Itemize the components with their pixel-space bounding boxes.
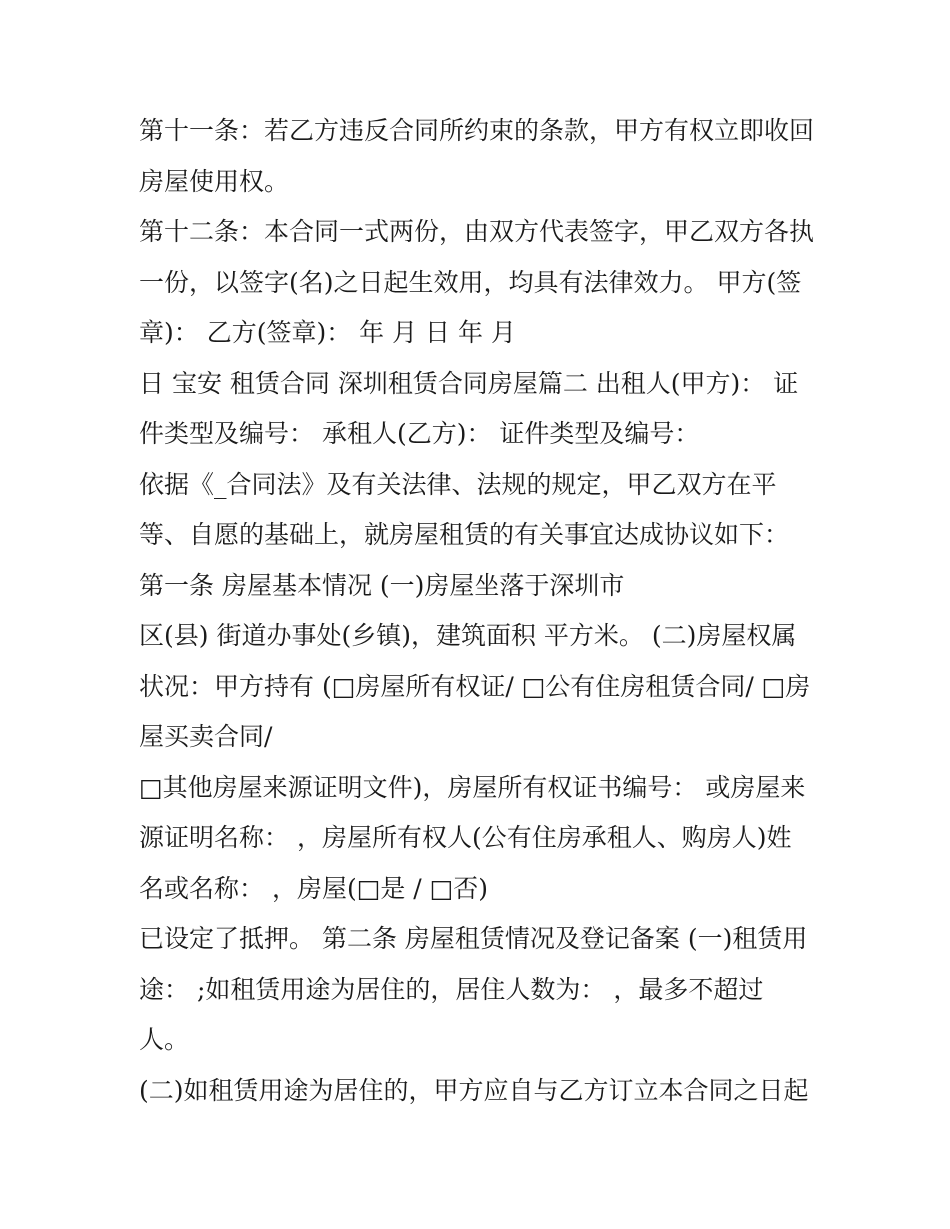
text-line: 第十一条：若乙方违反合同所约束的条款，甲方有权立即收回 [139, 116, 815, 145]
text-line: 一份，以签字(名)之日起生效用，均具有法律效力。 甲方(签 [139, 267, 802, 297]
text-line: 房屋使用权。 [139, 166, 290, 196]
text-line: 等、自愿的基础上，就房屋租赁的有关事宜达成协议如下： [139, 520, 790, 549]
text-line: 已设定了抵押。 第二条 房屋租赁情况及登记备案 (一)租赁用 [139, 924, 808, 953]
text-line: 途： ;如租赁用途为居住的，居住人数为： ，最多不超过 [139, 974, 764, 1004]
text-line: □其他房屋来源证明文件)，房屋所有权证书编号： 或房屋来 [139, 772, 806, 802]
text-line: 人。 [139, 1025, 190, 1054]
text-line: 件类型及编号： 承租人(乙方)： 证件类型及编号： [139, 419, 700, 448]
contract-text [139, 106, 829, 1116]
text-line: (二)如租赁用途为居住的，甲方应自与乙方订立本合同之日起 [139, 1075, 809, 1105]
text-line: 源证明名称： ，房屋所有权人(公有住房承租人、购房人)姓 [139, 823, 792, 852]
text-line: 章)： 乙方(签章)： 年 月 日 年 月 [139, 318, 516, 347]
text-line: 名或名称： ，房屋(□是 / □否) [139, 873, 489, 903]
text-line: 依据《_合同法》及有关法律、法规的规定，甲乙双方在平 [139, 469, 777, 499]
text-line: 区(县) 街道办事处(乡镇)，建筑面积 平方米。 (二)房屋权属 [139, 621, 797, 650]
text-line: 第十二条：本合同一式两份，由双方代表签字，甲乙双方各执 [139, 217, 815, 246]
text-line: 屋买卖合同/ [139, 722, 273, 751]
text-line: 状况：甲方持有 (□房屋所有权证/ □公有住房租赁合同/ □房 [139, 671, 811, 701]
text-line: 日 宝安 租赁合同 深圳租赁合同房屋篇二 出租人(甲方)： 证 [139, 368, 799, 398]
text-line: 第一条 房屋基本情况 (一)房屋坐落于深圳市 [139, 570, 625, 600]
